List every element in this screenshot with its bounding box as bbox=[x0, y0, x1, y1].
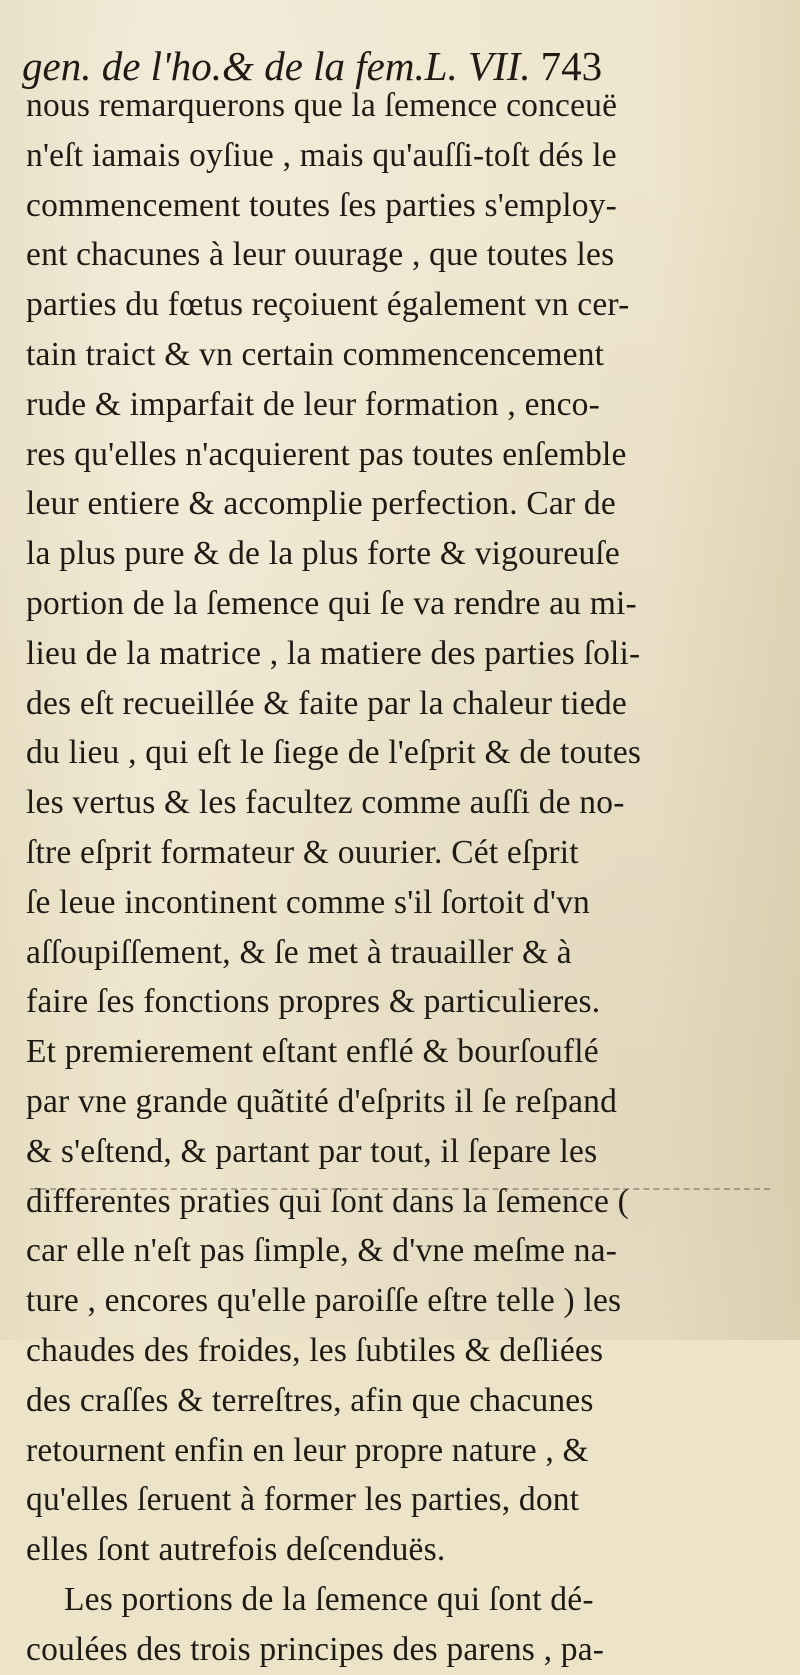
text-line: du lieu , qui eſt le ſiege de l'eſprit & de toutes bbox=[26, 734, 642, 772]
text-line: n'eſt iamais oyſiue , mais qu'auſſi-toſt dés le bbox=[26, 136, 617, 174]
text-line: qu'elles ſeruent à former les parties, dont bbox=[26, 1481, 580, 1519]
text-line: leur entiere & accomplie perfection. Car de bbox=[26, 485, 616, 523]
text-line: ent chacunes à leur ouurage , que toutes les bbox=[26, 236, 615, 274]
text-line: Les portions de la ſemence qui ſont dé- bbox=[64, 1580, 594, 1618]
text-line: ture , encores qu'elle paroiſſe eſtre telle ) les bbox=[26, 1282, 622, 1320]
text-line: ſe leue incontinent comme s'il ſortoit d'vn bbox=[26, 883, 590, 921]
running-title: gen. de l'ho.& de la fem.L. VII. bbox=[22, 43, 531, 89]
text-line: differentes praties qui ſont dans la ſemence ( bbox=[26, 1182, 629, 1220]
text-line: Et premierement eſtant enflé & bourſouflé bbox=[26, 1033, 599, 1071]
text-line: coulées des trois principes des parens , pa- bbox=[26, 1630, 605, 1668]
text-line: commencement toutes ſes parties s'employ- bbox=[26, 186, 618, 224]
text-line: retournent enfin en leur propre nature , & bbox=[26, 1431, 589, 1469]
text-line: res qu'elles n'acquierent pas toutes enſemble bbox=[26, 435, 627, 473]
text-line: lieu de la matrice , la matiere des parties ſoli- bbox=[26, 634, 641, 672]
text-line: parties du fœtus reçoiuent également vn cer- bbox=[26, 286, 630, 324]
text-line: elles ſont autrefois deſcenduës. bbox=[26, 1531, 446, 1569]
text-line: ſtre eſprit formateur & ouurier. Cét eſprit bbox=[26, 833, 579, 871]
body-text bbox=[26, 81, 796, 1675]
text-line: les vertus & les facultez comme auſſi de no- bbox=[26, 784, 625, 822]
text-line: portion de la ſemence qui ſe va rendre au mi- bbox=[26, 584, 637, 622]
text-line: faire ſes fonctions propres & particulieres. bbox=[26, 983, 601, 1021]
bottom-rule bbox=[30, 1180, 770, 1190]
text-line: des craſſes & terreſtres, afin que chacunes bbox=[26, 1381, 594, 1419]
text-line: nous remarquerons que la ſemence conceuë bbox=[26, 87, 618, 124]
text-line: chaudes des froides, les ſubtiles & deſliées bbox=[26, 1331, 604, 1369]
page-number: 743 bbox=[540, 43, 603, 89]
text-line: la plus pure & de la plus forte & vigoureuſe bbox=[26, 535, 620, 573]
text-line: aſſoupiſſement, & ſe met à trauailler & à bbox=[26, 933, 572, 971]
text-line: tain traict & vn certain commencencement bbox=[26, 335, 605, 373]
text-line: des eſt recueillée & faite par la chaleur tiede bbox=[26, 684, 627, 722]
text-line: par vne grande quãtité d'eſprits il ſe reſpand bbox=[26, 1082, 618, 1120]
text-line: rude & imparfait de leur formation , enco- bbox=[26, 385, 600, 423]
text-line: car elle n'eſt pas ſimple, & d'vne meſme na- bbox=[26, 1232, 618, 1270]
text-line: & s'eſtend, & partant par tout, il ſepare les bbox=[26, 1132, 598, 1170]
